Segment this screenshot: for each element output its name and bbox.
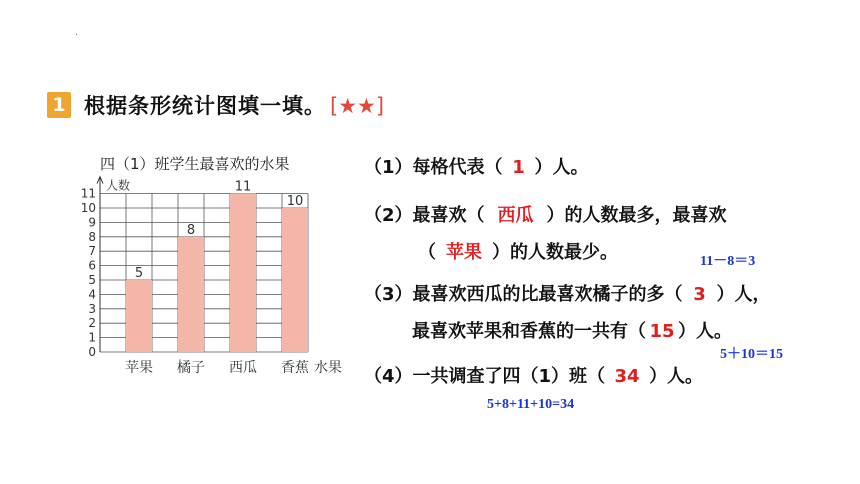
y-tick-label: 9 [88,215,96,230]
q4-text-after: ）人。 [649,366,704,387]
y-tick-label: 6 [88,258,96,273]
decorative-dot: · [75,30,79,41]
y-axis-label: 人数 [106,178,131,193]
y-tick-label: 1 [88,330,96,345]
difficulty-stars: [★★] [330,94,385,118]
q3-line2-before: 最喜欢苹果和香蕉的一共有（ [412,321,646,342]
question-2-line-2 [418,238,618,264]
question-3-line-1 [364,280,771,306]
bar-value-label: 10 [286,194,304,209]
question-number-badge: 1 [47,92,71,118]
y-tick-label: 0 [88,345,96,359]
category-label: 橘子 [177,360,205,376]
y-tick-label: 2 [88,316,96,331]
q1-answer: 1 [512,157,525,178]
q3-line2-after: ）人。 [678,321,732,342]
chart-bars [126,194,308,352]
y-tick-label: 4 [88,287,96,302]
q1-text-after: ）人。 [534,157,589,178]
q4-answer: 34 [614,366,640,387]
q3-answer-sum: 15 [649,321,675,342]
question-4 [364,362,703,388]
category-label: 香蕉 [281,360,309,376]
bar-value-label: 5 [134,266,144,281]
y-tick-label: 3 [88,301,96,316]
q3-text-before: （3）最喜欢西瓜的比最喜欢橘子的多（ [364,284,683,305]
q2-answer-most: 西瓜 [497,205,534,226]
calc-total: 5+8+11+10=34 [487,397,575,412]
exercise-title: 根据条形统计图填一填。 [84,94,326,118]
bar-3 [282,208,308,352]
category-label: 苹果 [125,360,153,376]
q1-text-before: （1）每格代表（ [364,157,503,178]
y-tick-label: 5 [88,273,96,287]
y-tick-label: 10 [80,201,96,215]
exercise-heading [84,90,384,120]
q2-line2-before: （ [418,242,436,263]
q2-text-before: （2）最喜欢（ [364,205,485,226]
question-1 [364,153,589,179]
bar-chart [70,172,370,382]
y-tick-label: 8 [88,229,96,244]
q4-text-before: （4）一共调查了四（1）班（ [364,366,606,387]
calc-difference: 11－8＝3 [700,254,756,269]
q2-text-middle: ）的人数最多，最喜欢 [546,205,727,226]
bar-value-label: 11 [234,179,252,195]
bar-value-label: 8 [186,222,196,238]
category-label: 西瓜 [229,360,257,376]
chart-title: 四（1）班学生最喜欢的水果 [100,155,290,173]
question-3-line-2 [412,317,732,343]
q3-text-after: ）人， [716,284,771,305]
y-tick-label: 7 [88,244,96,259]
question-2-line-1 [364,201,727,227]
calc-sum: 5＋10＝15 [720,347,783,362]
y-tick-label: 11 [80,186,96,201]
q2-answer-least: 苹果 [446,242,482,263]
bar-2 [230,194,256,352]
q2-line2-after: ）的人数最少。 [492,242,618,263]
bar-1 [178,237,204,352]
bar-0 [126,280,152,352]
x-axis-label: 水果 [314,360,342,376]
q3-answer-more: 3 [693,284,706,305]
